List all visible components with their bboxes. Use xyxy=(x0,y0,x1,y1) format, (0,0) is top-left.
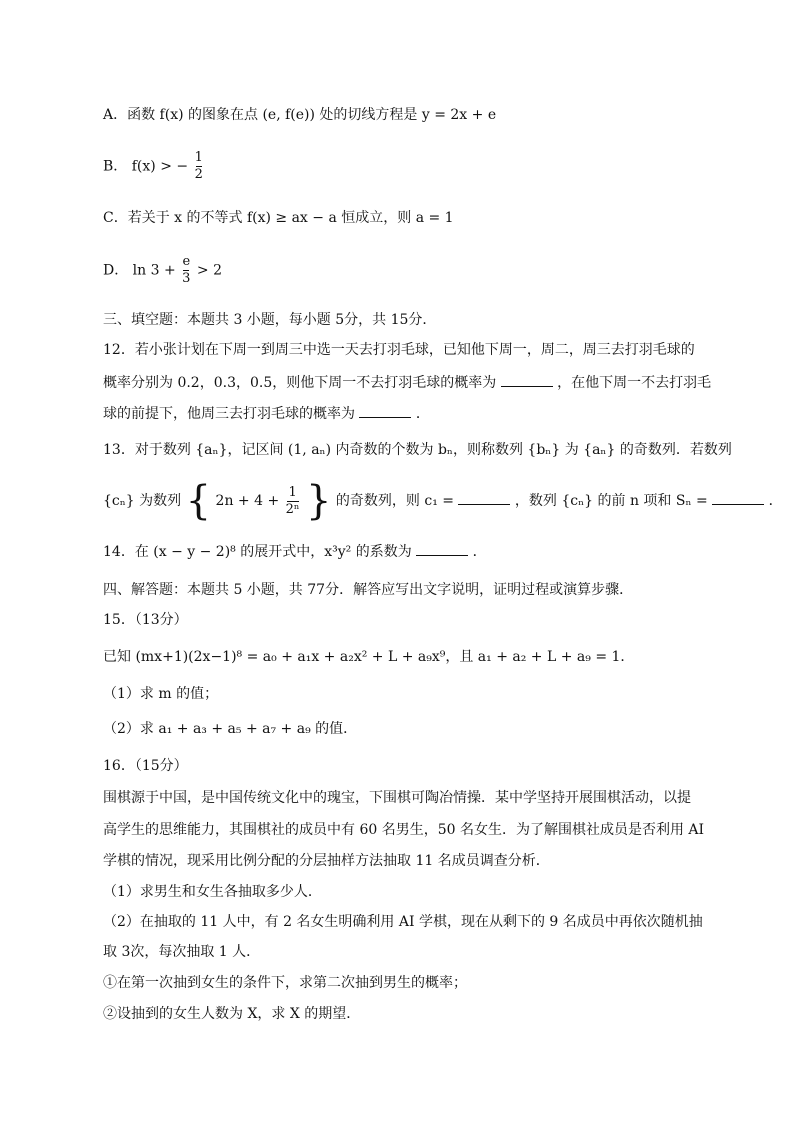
q12-line3-a: 球的前提下，他周三去打羽毛球的概率为 xyxy=(103,406,355,422)
q13-line2-c: ，数列 {cₙ} 的前 n 项和 Sₙ = xyxy=(514,493,708,509)
option-b xyxy=(103,150,205,183)
q13-line2-b: 的奇数列，则 c₁ = xyxy=(335,493,454,509)
q13-numerator: 1 xyxy=(288,484,297,500)
q16-sub-2: ②设抽到的女生人数为 X，求 X 的期望． xyxy=(103,1006,361,1022)
q13-denominator: 2ⁿ xyxy=(285,501,300,517)
q13-line2 xyxy=(103,480,783,522)
option-a-text: A．函数 f(x) 的图象在点 (e, f(e)) 处的切线方程是 y = 2x + e xyxy=(103,107,497,123)
q15-given: 已知 (mx+1)(2x−1)⁸ = a₀ + a₁x + a₂x² + L + a₉x⁹，且 a₁ + a₂ + L + a₉ = 1． xyxy=(103,649,635,665)
q14-end: ． xyxy=(472,544,487,560)
option-b-numerator: 1 xyxy=(194,150,203,165)
q14-blank[interactable] xyxy=(416,541,468,556)
q13-line2-a: {cₙ} 为数列 xyxy=(103,493,182,509)
q13-line2-d: ． xyxy=(768,493,783,509)
q15-part-1: （1）求 m 的值； xyxy=(103,686,219,702)
q13-brace-close: } xyxy=(306,478,332,524)
q12-line2-a: 概率分别为 0.2，0.3，0.5，则他下周一不去打羽毛球的概率为 xyxy=(103,375,497,391)
q16-part-2-line2: 取 3次，每次抽取 1 人． xyxy=(103,944,261,960)
option-b-prefix: B． f(x) > − xyxy=(103,158,189,175)
q16-line2: 高学生的思维能力，其围棋社的成员中有 60 名男生，50 名女生．为了解围棋社成员是否利用 AI xyxy=(103,822,705,838)
q15-part-2: （2）求 a₁ + a₃ + a₅ + a₇ + a₉ 的值． xyxy=(103,721,358,737)
option-d xyxy=(103,254,222,287)
option-b-fraction xyxy=(195,150,203,183)
q13-blank-2[interactable] xyxy=(712,490,764,505)
q14-text: 14．在 (x − y − 2)⁸ 的展开式中，x³y² 的系数为 xyxy=(103,544,412,560)
option-d-numerator: e xyxy=(182,254,191,269)
section-4-heading: 四、解答题：本题共 5 小题，共 77分．解答应写出文字说明，证明过程或演算步骤． xyxy=(103,582,634,598)
q12-line2 xyxy=(103,372,711,393)
q12-line3-b: ． xyxy=(415,406,430,422)
q13-brace-open: { xyxy=(185,478,212,524)
q12-blank-1[interactable] xyxy=(501,372,553,387)
q13-expr: 2n + 4 + xyxy=(215,493,280,509)
q12-blank-2[interactable] xyxy=(359,403,411,418)
q16-heading: 16．（15分） xyxy=(103,758,188,774)
option-d-suffix: > 2 xyxy=(196,262,222,279)
q12-line1: 12．若小张计划在下周一到周三中选一天去打羽毛球，已知他下周一，周二，周三去打羽毛球的 xyxy=(103,342,695,358)
option-d-fraction xyxy=(182,254,190,287)
q12-line2-b: ，在他下周一不去打羽毛 xyxy=(557,375,712,391)
option-b-denominator: 2 xyxy=(194,167,203,182)
q16-part-2-line1: （2）在抽取的 11 人中，有 2 名女生明确利用 AI 学棋，现在从剩下的 9 名成员中再依次随机抽 xyxy=(103,914,703,930)
q16-line3: 学棋的情况，现采用比例分配的分层抽样方法抽取 11 名成员调查分析． xyxy=(103,853,550,869)
q12-line3 xyxy=(103,403,430,424)
q16-part-1: （1）求男生和女生各抽取多少人． xyxy=(103,884,322,900)
option-c xyxy=(103,208,454,228)
q15-heading: 15．（13分） xyxy=(103,612,188,628)
q16-sub-1: ①在第一次抽到女生的条件下，求第二次抽到男生的概率； xyxy=(103,975,467,991)
q13-blank-1[interactable] xyxy=(458,490,510,505)
q16-line1: 围棋源于中国，是中国传统文化中的瑰宝，下围棋可陶冶情操．某中学坚持开展围棋活动，以提 xyxy=(103,790,691,806)
option-a xyxy=(103,105,496,125)
q13-line1: 13．对于数列 {aₙ}，记区间 (1, aₙ) 内奇数的个数为 bₙ，则称数列 {bₙ} 为 {aₙ} 的奇数列．若数列 xyxy=(103,442,732,458)
option-d-denominator: 3 xyxy=(182,271,191,286)
option-c-text: C．若关于 x 的不等式 f(x) ≥ ax − a 恒成立，则 a = 1 xyxy=(103,210,454,226)
q14 xyxy=(103,541,487,562)
option-d-prefix: D． ln 3 + xyxy=(103,262,176,279)
section-3-heading: 三、填空题：本题共 3 小题，每小题 5分，共 15分． xyxy=(103,312,437,328)
q13-fraction xyxy=(286,485,300,518)
